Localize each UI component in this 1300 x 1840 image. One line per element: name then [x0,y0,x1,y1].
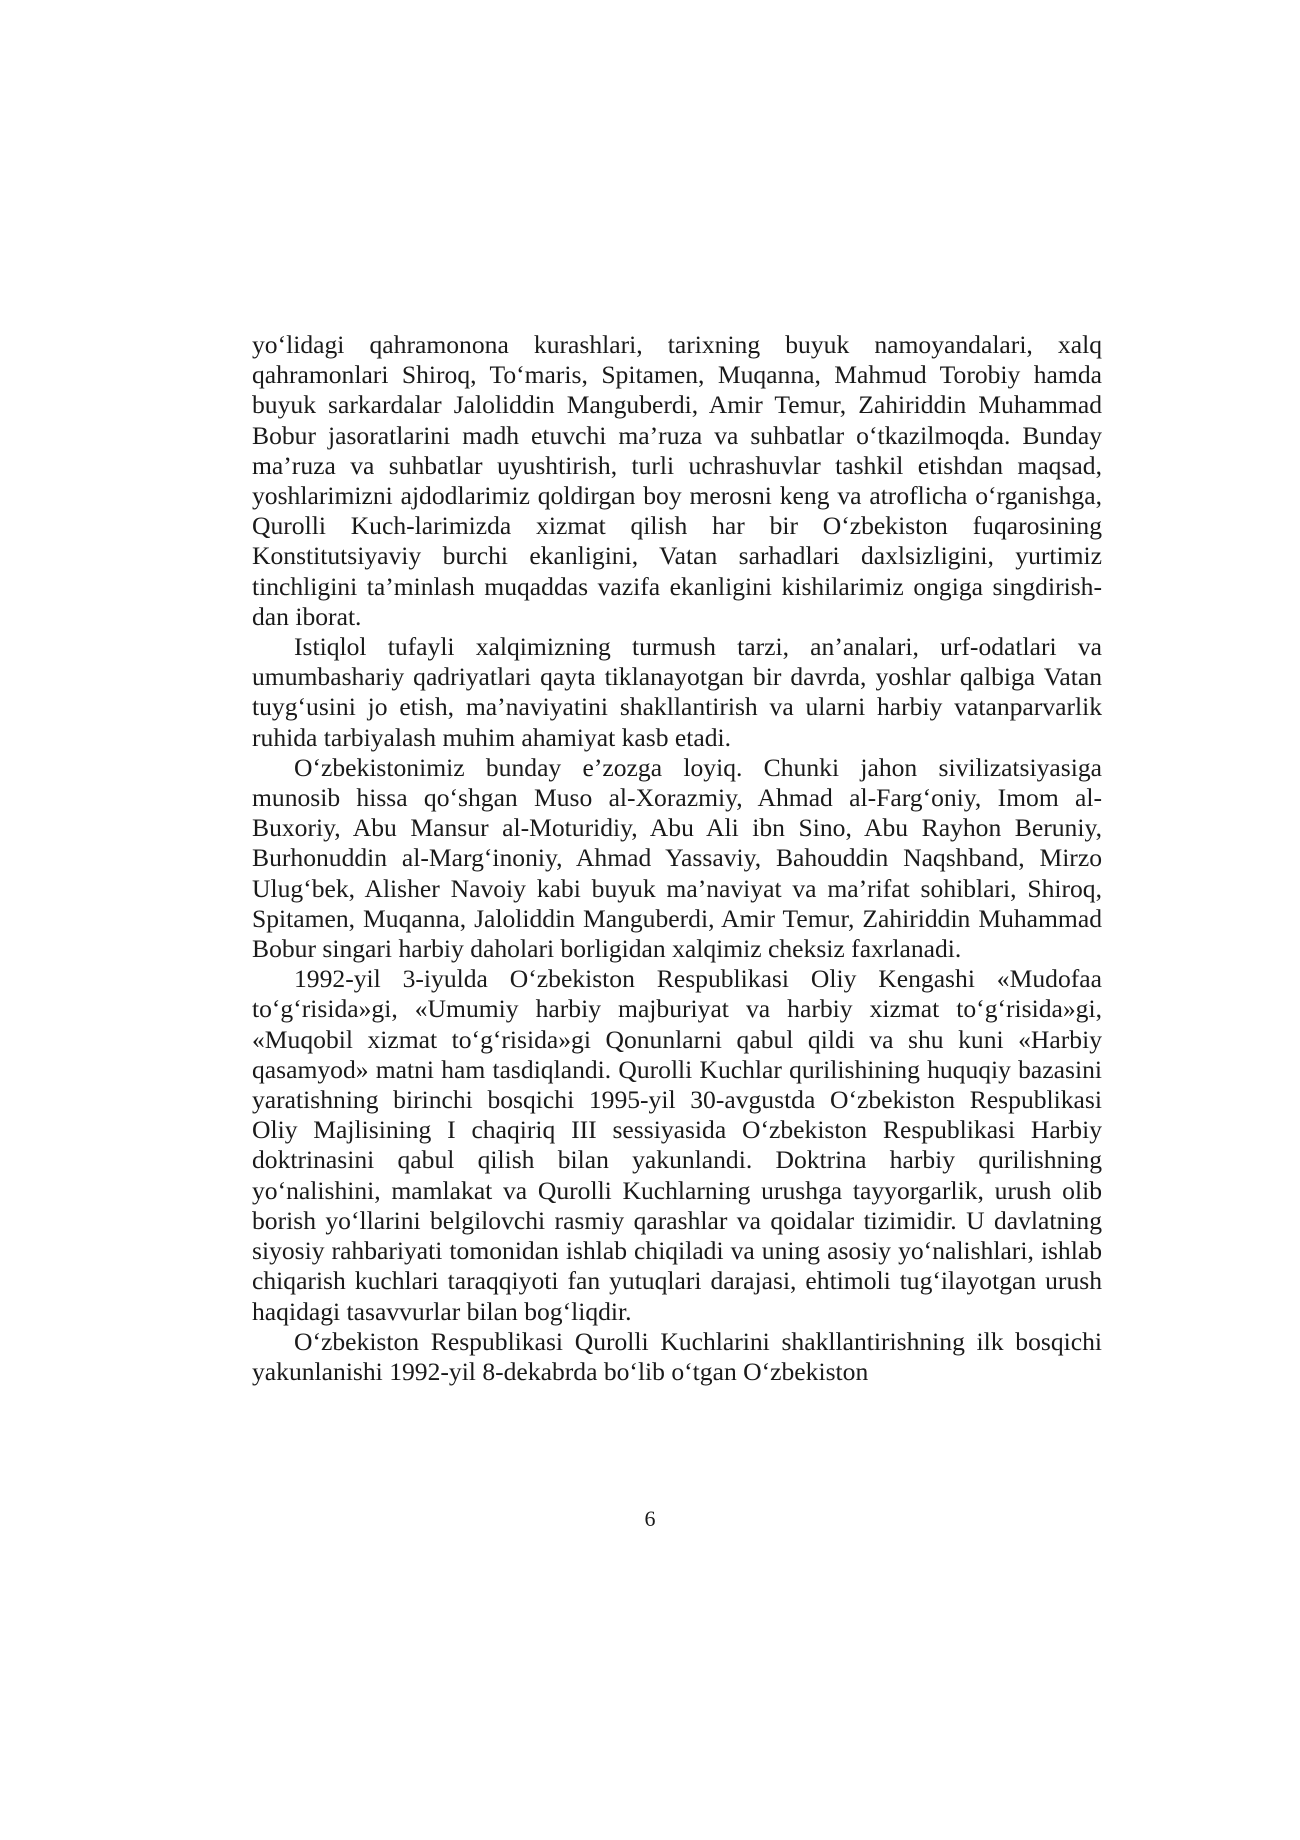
body-text [252,330,1102,1387]
page-number: 6 [644,1506,656,1531]
paragraph-3: O‘zbekistonimiz bunday e’zozga loyiq. Chunki jahon sivilizatsiyasiga munosib hissa qo‘shgan Muso al-Xorazmiy, Ahmad al-Farg‘oniy, Imom al-Buxoriy, Abu Mansur al-Moturidiy, Abu Ali ibn Sino, Abu Rayhon Beruniy, Burhonuddin al-Marg‘inoniy, Ahmad Yassaviy, Bahouddin Naqshband, Mirzo Ulug‘bek, Alisher Navoiy kabi buyuk ma’naviyat va ma’rifat sohiblari, Shiroq, Spitamen, Muqanna, Jaloliddin Manguberdi, Amir Temur, Zahiriddin Muhammad Bobur singari harbiy daholari borligidan xalqimiz cheksiz faxrlanadi. [252,752,1102,964]
paragraph-1: yo‘lidagi qahramonona kurashlari, tarixning buyuk namoyandalari, xalq qahramonlari Shiroq, To‘maris, Spitamen, Muqanna, Mahmud Torobiy hamda buyuk sarkardalar Jaloliddin Manguberdi, Amir Temur, Zahiriddin Muhammad Bobur jasoratlarini madh etuvchi ma’ruza va suhbatlar o‘tkazilmoqda. Bunday ma’ruza va suhbatlar uyushtirish, turli uchrashuvlar tashkil etishdan maqsad, yoshlarimizni ajdodlarimiz qoldirgan boy merosni keng va atroflicha o‘rganishga, Qurolli Kuch-larimizda xizmat qilish har bir O‘zbekiston fuqarosining Konstitutsiyaviy burchi ekanligini, Vatan sarhadlari daxlsizligini, yurtimiz tinchligini ta’minlash muqaddas vazifa ekanligini kishilarimiz ongiga singdirish-dan iborat. [252,330,1102,631]
paragraph-5: O‘zbekiston Respublikasi Qurolli Kuchlarini shakllantirishning ilk bosqichi yakunlanishi 1992-yil 8-dekabrda bo‘lib o‘tgan O‘zbekiston [252,1326,1102,1386]
paragraph-4: 1992-yil 3-iyulda O‘zbekiston Respublikasi Oliy Kengashi «Mudofaa to‘g‘risida»gi, «Umumiy harbiy majburiyat va harbiy xizmat to‘g‘risida»gi, «Muqobil xizmat to‘g‘risida»gi Qonunlarni qabul qildi va shu kuni «Harbiy qasamyod» matni ham tasdiqlandi. Qurolli Kuchlar qurilishining huquqiy bazasini yaratishning birinchi bosqichi 1995-yil 30-avgustda O‘zbekiston Respublikasi Oliy Majlisining I chaqiriq III sessiyasida O‘zbekiston Respublikasi Harbiy doktrinasini qabul qilish bilan yakunlandi. Doktrina harbiy qurilishning yo‘nalishini, mamlakat va Qurolli Kuchlarning urushga tayyorgarlik, urush olib borish yo‘llarini belgilovchi rasmiy qarashlar va qoidalar tizimidir. U davlatning siyosiy rahbariyati tomonidan ishlab chiqiladi va uning asosiy yo‘nalishlari, ishlab chiqarish kuchlari taraqqiyoti fan yutuqlari darajasi, ehtimoli tug‘ilayotgan urush haqidagi tasavvurlar bilan bog‘liqdir. [252,964,1102,1326]
paragraph-2: Istiqlol tufayli xalqimizning turmush tarzi, an’analari, urf-odatlari va umumbashariy qadriyatlari qayta tiklanayotgan bir davrda, yoshlar qalbiga Vatan tuyg‘usini jo etish, ma’naviyatini shakllantirish va ularni harbiy vatanparvarlik ruhida tarbiyalash muhim ahamiyat kasb etadi. [252,632,1102,752]
